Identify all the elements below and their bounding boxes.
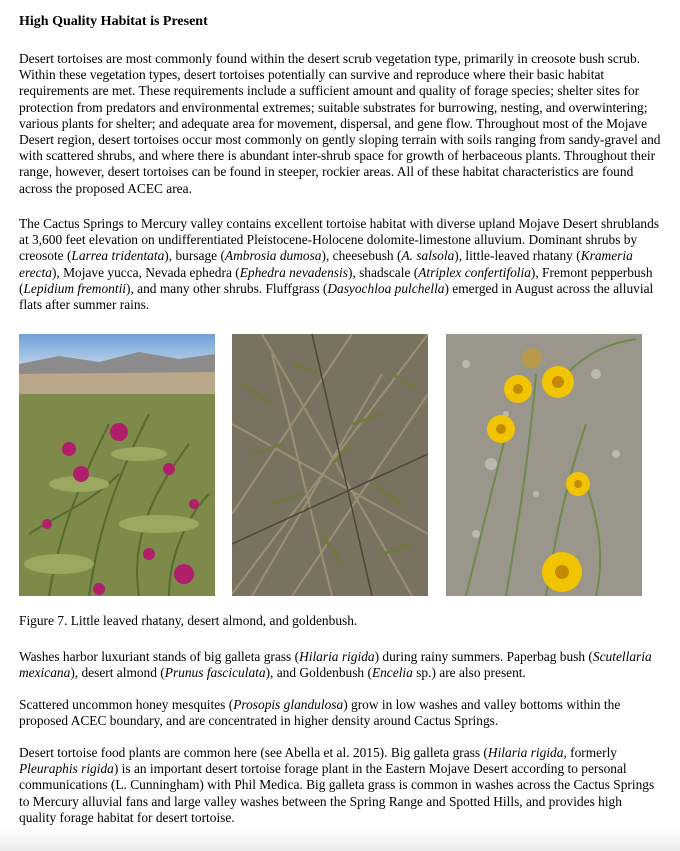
text-segment: Scattered uncommon honey mesquites (: [19, 697, 234, 712]
species-name: Encelia: [371, 665, 413, 681]
figure-caption: Figure 7. Little leaved rhatany, desert almond, and goldenbush.: [19, 613, 358, 628]
text-segment: ), Fremont pepperbush (: [19, 264, 653, 296]
species-name: Krameria erecta: [19, 248, 633, 280]
text-segment: Washes harbor luxuriant stands of big galleta grass (: [19, 649, 300, 664]
text-segment: Desert tortoises are most commonly found within the desert scrub vegetation type, primarily in creosote bush scrub. Within these vegetation types, desert tortoises potentially can survive and reproduce where their basic habitat requirements are met. These requirements include a sufficient amount and quality of forage species; shelter sites for protection from predators and environmental extremes; suitable substrates for burrowing, nesting, and overwintering; various plants for shelter; and adequate area for movement, dispersal, and gene flow. Throughout most of the Mojave Desert region, desert tortoises occur most commonly on gently sloping terrain with soils ranging from sandy-gravel and with scattered shrubs, and where there is abundant inter-shrub space for growth of herbaceous plants. Throughout their range, however, desert tortoises can be found in steeper, rockier areas. All of these habitat characteristics are found across the proposed ACEC area.: [19, 51, 661, 196]
species-name: Hilaria rigida: [299, 649, 375, 664]
text-segment: Desert tortoise food plants are common here (see Abella et al. 2015). Big galleta grass (: [19, 745, 488, 760]
species-name: Lepidium fremontii: [23, 280, 127, 296]
paragraph-food-plants: [19, 745, 661, 826]
text-segment: , formerly: [563, 745, 617, 760]
text-segment: ), bursage (: [164, 248, 225, 264]
section-heading: High Quality Habitat is Present: [19, 14, 208, 29]
text-segment: ) grow in low washes and valley bottoms within the proposed ACEC boundary, and are concentrated in higher density around Cactus Springs.: [19, 697, 621, 729]
species-name: Prunus fasciculata: [164, 665, 266, 681]
species-name: Larrea tridentata: [71, 248, 165, 264]
text-segment: ), and Goldenbush (: [265, 665, 372, 681]
text-segment: ) emerged in August across the alluvial flats after summer rains.: [19, 280, 654, 313]
paragraph-washes: [19, 649, 661, 681]
photo-desert-almond: [232, 334, 428, 596]
text-segment: ), little-leaved rhatany (: [454, 248, 581, 264]
species-name: Scutellaria mexicana: [19, 649, 652, 681]
species-name: Prosopis glandulosa: [233, 697, 344, 712]
photo-little-leaved-rhatany: [19, 334, 215, 596]
paragraph-habitat-overview: [19, 51, 661, 197]
text-segment: The Cactus Springs to Mercury valley contains excellent tortoise habitat with diverse upland Mojave Desert shrublands at 3,600 feet elevation on undifferentiated Pleistocene-Holocene dolomite-limestone alluvium. Dominant shrubs by creosote (: [19, 216, 659, 264]
paragraph-cactus-springs-valley: [19, 216, 661, 313]
text-segment: ) is an important desert tortoise forage plant in the Eastern Mojave Desert according to personal communications (L. Cunningham) with Phil Medica. Big galleta grass is common in washes across the Cactus Springs to Mercury alluvial fans and large valley washes between the Spring Range and Spotted Hills, and provides high quality forage habitat for desert tortoise.: [19, 761, 655, 825]
species-name: A. salsola: [401, 248, 455, 264]
text-segment: ), shadscale (: [347, 264, 419, 280]
species-name: Ephedra nevadensis: [239, 264, 348, 280]
photo-goldenbush: [446, 334, 642, 596]
text-segment: sp.) are also present.: [412, 665, 526, 681]
text-segment: ), cheesebush (: [321, 248, 402, 264]
text-segment: ) during rainy summers. Paperbag bush (: [374, 649, 593, 664]
species-name: Hilaria rigida: [487, 745, 564, 760]
page-bottom-edge: [0, 828, 680, 851]
species-name: Pleuraphis rigida: [19, 761, 114, 777]
species-name: Dasyochloa pulchella: [327, 280, 445, 296]
text-segment: ), and many other shrubs. Fluffgrass (: [126, 280, 328, 296]
paragraph-honey-mesquites: [19, 697, 661, 729]
text-segment: ), Mojave yucca, Nevada ephedra (: [51, 264, 240, 280]
text-segment: ), desert almond (: [70, 665, 165, 681]
species-name: Atriplex confertifolia: [418, 264, 531, 280]
species-name: Ambrosia dumosa: [224, 248, 322, 264]
